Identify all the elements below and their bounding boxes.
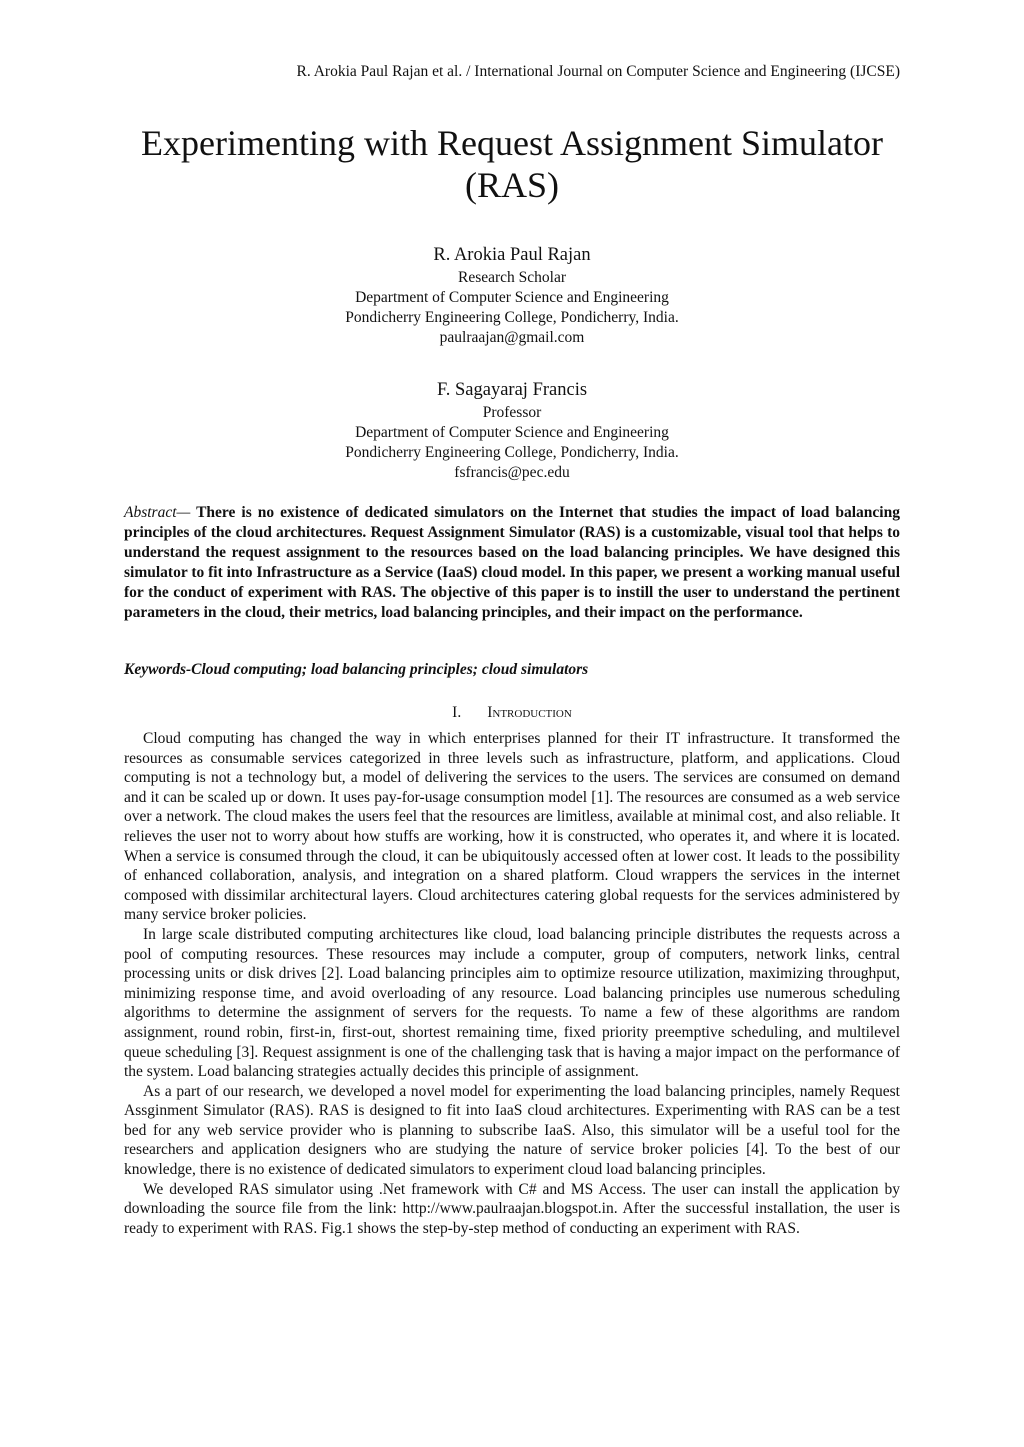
paragraph: We developed RAS simulator using .Net framework with C# and MS Access. The user can install the application by downloading the source file from the link: http://www.paulraajan.blogspot.in. After the successful installation, the user is ready to experiment with RAS. Fig.1 shows the step-by-step method of conducting an experiment with RAS. <box>124 1180 900 1237</box>
author-role: Professor <box>482 404 542 421</box>
author-role: Research Scholar <box>457 269 567 286</box>
abstract-text: There is no existence of dedicated simulators on the Internet that studies the impact of load balancing principles of the cloud architectures. Request Assignment Simulator (RAS) is a customizable, visual tool that helps to understand the request assignment to the resources based on the load balancing principles. We have designed this simulator to fit into Infrastructure as a Service (IaaS) cloud model. In this paper, we present a working manual useful for the conduct of experiment with RAS. The objective of this paper is to instill the user to understand the pertinent parameters in the cloud, their metrics, load balancing principles, and their impact on the performance. <box>124 504 900 621</box>
author-department: Department of Computer Science and Engineering <box>355 424 669 441</box>
paper-title <box>124 122 900 206</box>
abstract-label: Abstract— <box>124 504 191 521</box>
author-institution: Pondicherry Engineering College, Pondicherry, India. <box>345 444 679 461</box>
running-header: R. Arokia Paul Rajan et al. / International Journal on Computer Science and Engineering (IJCSE) <box>296 63 900 80</box>
author-name: F. Sagayaraj Francis <box>436 380 588 400</box>
author-name: R. Arokia Paul Rajan <box>433 245 591 265</box>
paragraph: Cloud computing has changed the way in which enterprises planned for their IT infrastructure. It transformed the resources as consumable services categorized in three levels such as infrastructure, platform, and applications. Cloud computing is not a technology but, a model of delivering the services to the users. The services are consumed on demand and it can be scaled up or down. It uses pay-for-usage consumption model [1]. The resources are consumed as a web service over a network. The cloud makes the users feel that the resources are limitless, available at minimal cost, and also reliable. It relieves the user not to worry about how stuffs are working, how it is constructed, who operates it, and where it is located. When a service is consumed through the cloud, it can be ubiquitously accessed often at lower cost. It leads to the possibility of enhanced collaboration, analysis, and integration on a shared platform. Cloud wrappers the services in the internet composed with dissimilar architectural layers. Cloud architectures catering global requests for the services administered by many service broker policies. <box>124 730 900 924</box>
author-email: fsfrancis@pec.edu <box>454 464 570 481</box>
author-department: Department of Computer Science and Engineering <box>355 289 669 306</box>
paragraph: In large scale distributed computing architectures like cloud, load balancing principle distributes the requests across a pool of computing resources. These resources may include a computer, group of computers, network links, central processing units or disk drives [2]. Load balancing principles aim to optimize resource utilization, maximizing throughput, minimizing response time, and avoid overloading of any resource. Load balancing principles use numerous scheduling algorithms to determine the assignment of servers for the requests. To name a few of these algorithms are random assignment, round robin, first-in, first-out, shortest remaining time, fixed priority preemptive scheduling, and multilevel queue scheduling [3]. Request assignment is one of the challenging task that is having a major impact on the performance of the system. Load balancing strategies actually decides this principle of assignment. <box>124 925 900 1081</box>
keywords: Keywords-Cloud computing; load balancing principles; cloud simulators <box>124 661 589 678</box>
section-title: Introduction <box>487 704 572 721</box>
author-institution: Pondicherry Engineering College, Pondicherry, India. <box>345 309 679 326</box>
section-number: I. <box>452 704 462 721</box>
author-block-1 <box>124 243 900 348</box>
paper-title-line-1: Experimenting with Request Assignment Simulator <box>141 123 883 163</box>
section-body <box>124 729 900 1238</box>
author-email: paulraajan@gmail.com <box>439 329 585 346</box>
paragraph: As a part of our research, we developed a novel model for experimenting the load balancing principles, namely Request Assginment Simulator (RAS). RAS is designed to fit into IaaS cloud architectures. Experimenting with RAS can be a test bed for any web service provider who is planning to subscribe IaaS. Also, this simulator will be a useful tool for the researchers and application designers who are studying the nature of service broker policies [4]. To the best of our knowledge, there is no existence of dedicated simulators to experiment cloud load balancing principles. <box>124 1082 900 1179</box>
section-heading <box>124 703 900 723</box>
author-block-2 <box>124 378 900 483</box>
paper-title-line-2: (RAS) <box>464 165 559 205</box>
abstract <box>124 503 900 623</box>
